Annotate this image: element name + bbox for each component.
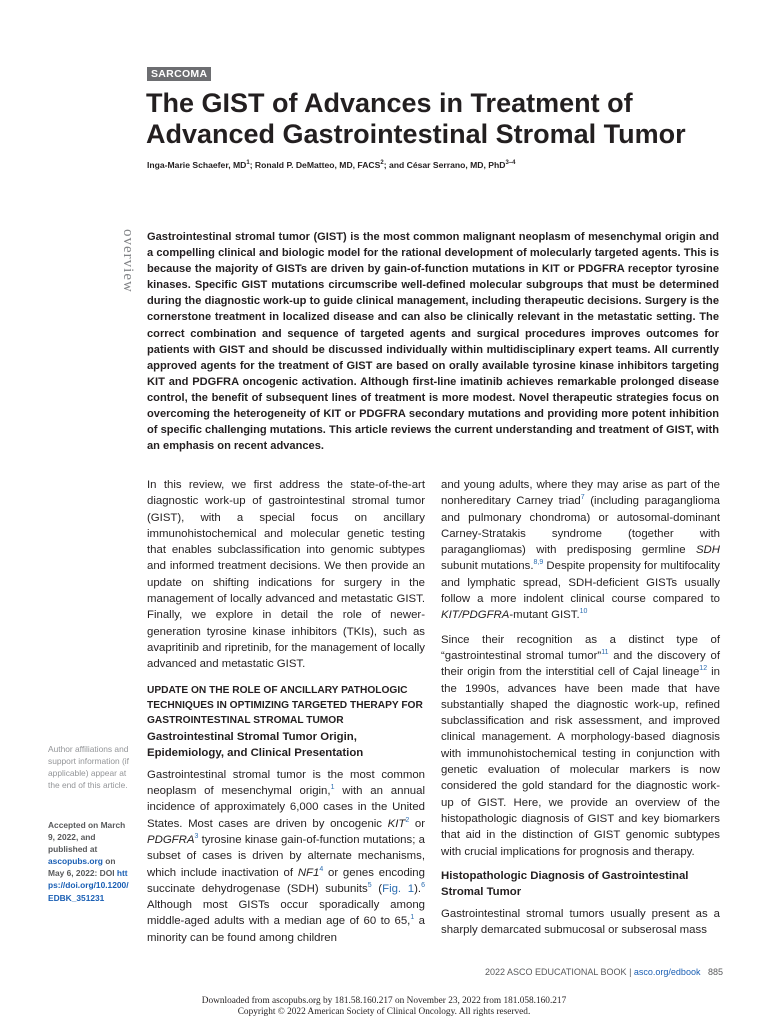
reference-link[interactable]: 2 [405,816,410,824]
reference-link[interactable]: 12 [699,665,708,673]
site-link[interactable]: ascopubs.org [48,856,103,867]
section-tag: SARCOMA [147,67,211,81]
reference-link[interactable]: 5 [367,882,372,890]
body-column-left [147,477,425,954]
page-number: 885 [707,967,723,977]
publication-info: Accepted on March 9, 2022, and published at ascopubs.org on May 6, 2022: DOI https://doi.org/10.1200/EDBK_351231 [48,820,129,903]
section-side-label: overview [120,229,136,293]
reference-link[interactable]: 11 [601,649,609,657]
copyright-line: Copyright © 2022 American Society of Clinical Oncology. All rights reserved. [237,1007,531,1017]
author-list [147,160,737,170]
reference-link[interactable]: 6 [421,882,425,890]
subsection-heading: Gastrointestinal Stromal Tumor Origin, Epidemiology, and Clinical Presentation [147,730,364,759]
reference-link[interactable]: 10 [579,608,588,616]
article-title: The GIST of Advances in Treatment of Advanced Gastrointestinal Stromal Tumor [146,88,686,149]
edbook-link[interactable]: asco.org/edbook [633,967,701,977]
reference-link[interactable]: 7 [580,494,585,502]
author-1: Inga-Marie Schaefer, MD [147,160,247,170]
body-paragraph: and young adults, where they may arise as part of the nonhereditary Carney triad$^7$ (including paraganglioma and pulmonary chondroma) or autosomal-dominant Carney-Stratakis syndrome (together with paragangliomas) with predisposing germline SDH subunit mutations.$^{8,9}$ Despite propensity for multifocality and lymphatic spread, SDH-deficient GISTs usually follow a more indolent clinical course compared to KIT/PDGFRA-mutant GIST.$^{10}$ [441,479,720,622]
reference-link[interactable]: 3 [194,833,199,841]
author-2: ; Ronald P. DeMatteo, MD, FACS [249,160,381,170]
page-footer: 2022 ASCO EDUCATIONAL BOOK | asco.org/edbook 885 [485,967,723,977]
reference-link[interactable]: 8,9 [533,559,544,567]
affiliation-ref: 3–4 [505,160,516,167]
reference-link[interactable]: 4 [319,865,324,873]
reference-link[interactable]: 1 [330,784,335,792]
figure-link[interactable]: Fig. 1 [382,882,415,895]
affiliation-ref: 2 [380,160,384,167]
body-paragraph: Gastrointestinal stromal tumors usually present as a sharply demarcated submucosal or subserosal mass [441,907,720,937]
intro-paragraph: In this review, we first address the state-of-the-art diagnostic work-up of gastrointestinal stromal tumor (GIST), with a special focus on ancillary immunohistochemical and molecular genetic testing that enables subclassification into genomic subtypes and informed treatment decisions. We then provide an update on shifting indications for surgery in the management of locally advanced and metastatic GIST. Finally, we explore in detail the role of newer-generation tyrosine kinase inhibitors (TKIs), such as avapritinib and ripretinib, for the management of locally advanced and metastatic GIST. [147,479,425,671]
subsection-heading: Histopathologic Diagnosis of Gastrointestinal Stromal Tumor [441,869,689,898]
affiliation-note: Author affiliations and support information (if applicable) appear at the end of this article. [48,744,129,791]
download-line: Downloaded from ascopubs.org by 181.58.160.217 on November 23, 2022 from 181.058.160.217 [201,996,567,1006]
download-notice [0,996,768,1018]
body-column-right [441,477,720,946]
section-heading: UPDATE ON THE ROLE OF ANCILLARY PATHOLOGIC TECHNIQUES IN OPTIMIZING TARGETED THERAPY FOR GASTROINTESTINAL STROMAL TUMOR [147,684,423,727]
body-paragraph: Gastrointestinal stromal tumor is the most common neoplasm of mesenchymal origin,$^1$ with an annual incidence of approximately 6,000 cases in the United States. Most cases are driven by oncogenic KIT$^2$ or PDGFRA$^3$ tyrosine kinase gain-of-function mutations; a subset of cases is driven by alternate mechanisms, which include inactivation of $NF1^4$ or genes encoding succinate dehydrogenase (SDH) subunits$^5$ (Fig. 1).$^6$ Although most GISTs occur sporadically among middle-aged adults with a median age of 60 to 65,$^1$ a minority can be found among children [147,768,426,944]
abstract: Gastrointestinal stromal tumor (GIST) is the most common malignant neoplasm of mesenchymal origin and a compelling clinical and biologic model for the rational development of molecularly targeted agents. This is because the majority of GISTs are driven by gain-of-function mutations in KIT or PDGFRA receptor tyrosine kinases. Specific GIST mutations circumscribe well-defined molecular subgroups that must be determined during the diagnostic work-up to guide clinical management, including therapeutic decisions. Surgery is the cornerstone treatment in localized disease and can also be clinically relevant in the metastatic setting. The correct combination and sequence of targeted agents and surgical procedures improves outcomes for patients with GIST and should be discussed individually within multidisciplinary expert teams. All currently approved agents for the treatment of GIST are based on orally available tyrosine kinase inhibitors targeting KIT and PDGFRA oncogenic activation. Although first-line imatinib achieves remarkable prolonged disease control, the benefit of subsequent lines of treatment is more modest. Novel therapeutic strategies focus on overcoming the heterogeneity of KIT or PDGFRA secondary mutations and providing more potent inhibition of specific challenging mutations. This article reviews the current understanding and treatment of GIST, with an emphasis on recent advances. [147,231,719,453]
author-3: ; and César Serrano, MD, PhD [383,160,506,170]
reference-link[interactable]: 1 [410,914,415,922]
affiliation-ref: 1 [246,160,250,167]
doi-link[interactable]: https://doi.org/10.1200/EDBK_351231 [48,868,129,903]
body-paragraph: Since their recognition as a distinct type of “gastrointestinal stromal tumor”$^{11}$ and the discovery of their origin from the interstitial cell of Cajal lineage$^{12}$ in the 1990s, advances have been made that have substantially shaped the diagnostic work-up, refined subclassification and risk assessment, and improved clinical management. A morphology-based diagnosis with immunohistochemical testing in conjunction with genetic evaluation of molecular markers is now considered the gold standard for the diagnostic work-up of GIST. Here, we provide an overview of the histopathologic diagnosis of GIST and key biomarkers that aid in the distinction of GIST genomic subtypes with crucial implications for prognosis and therapy. [441,633,720,858]
